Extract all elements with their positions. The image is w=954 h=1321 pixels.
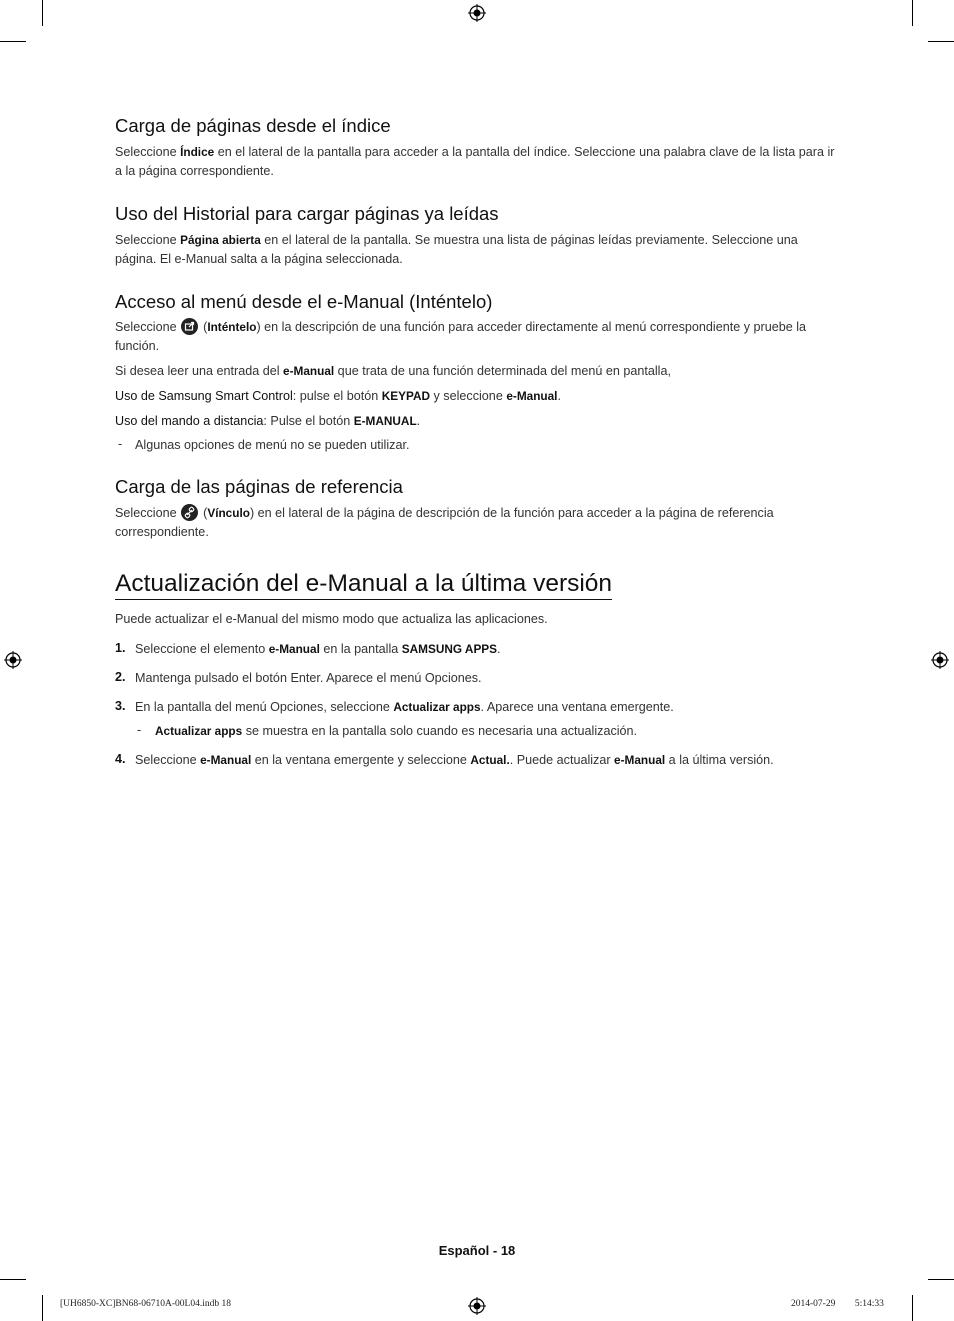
crop-mark [928,41,954,42]
section-line-entry [115,362,835,381]
ui-term: SAMSUNG APPS [401,642,498,656]
ui-term: Índice [180,145,215,159]
ui-term: e-Manual [614,753,666,767]
registration-mark-icon [931,651,949,669]
section-body-index [115,143,835,181]
section-body-history [115,231,835,269]
ui-term: e-Manual [283,364,335,378]
registration-mark-icon [468,1297,486,1315]
body-text: Si desea leer una entrada del [115,364,284,378]
step-number: 3. [115,699,126,713]
section-heading-reference: Carga de las páginas de referencia [115,476,403,497]
body-text: en el lateral de la pantalla. Se muestra una lista de páginas leídas previamente. Seleccione una página. El e-Manual salta a la página seleccionada. [115,233,798,266]
body-text: Seleccione [115,233,181,247]
body-text: : pulse el botón [292,389,382,403]
ui-term: Página abierta [180,233,261,247]
body-text: Seleccione [135,753,201,767]
body-text: ) en la descripción de una función para acceder directamente al menú correspondiente y pruebe la función. [115,320,807,353]
section-line-remote [115,412,835,431]
step-3 [135,698,674,717]
paren: ( [199,320,208,334]
crop-mark [0,1279,26,1280]
section-body-reference [115,504,835,542]
page-number: Español - 18 [438,1243,516,1258]
note-dash: - [137,723,142,737]
body-text: en el lateral de la pantalla para acceder a la pantalla del índice. Seleccione una palabra clave de la lista para ir a la página correspondiente. [115,145,835,178]
label-smart-control: Uso de Samsung Smart Control [115,389,293,403]
body-text: . Puede actualizar [509,753,615,767]
body-text: en la pantalla [319,642,402,656]
crop-mark [928,1279,954,1280]
section-heading-index: Carga de páginas desde el índice [115,115,391,136]
print-slug-left: [UH6850-XC]BN68-06710A-00L04.indb 18 [60,1299,231,1309]
registration-mark-icon [468,4,486,22]
body-text: Seleccione [115,506,177,520]
crop-mark [0,41,26,42]
step-3-note [155,722,637,741]
ui-term: Actualizar apps [393,700,481,714]
body-text: Seleccione [115,145,181,159]
body-text: a la última versión. [665,753,774,767]
crop-mark [912,1295,913,1321]
step-4 [135,751,774,770]
body-text: se muestra en la pantalla solo cuando es necesaria una actualización. [242,724,638,738]
ui-term: Inténtelo [207,320,257,334]
section-heading-try-now: Acceso al menú desde el e-Manual (Inténtelo) [115,291,493,312]
body-text: En la pantalla del menú Opciones, seleccione [135,700,394,714]
crop-mark [42,1295,43,1321]
body-text: . [497,642,501,656]
step-number: 1. [115,641,126,655]
body-text: Mantenga pulsado el botón Enter. Aparece el menú Opciones. [135,671,482,685]
link-icon [181,504,198,521]
note-text: Algunas opciones de menú no se pueden utilizar. [135,438,410,452]
crop-mark [42,0,43,26]
ui-term: e-Manual [506,389,558,403]
step-1 [135,640,501,659]
paren: ( [199,506,208,520]
ui-term: Actual. [470,753,510,767]
body-text: y seleccione [430,389,507,403]
try-now-icon [181,318,198,335]
body-text: . [557,389,561,403]
ui-term: e-Manual [268,642,320,656]
step-2 [135,669,482,688]
step-number: 2. [115,670,126,684]
body-text: que trata de una función determinada del menú en pantalla, [334,364,671,378]
label-remote: Uso del mando a distancia [115,414,264,428]
ui-term: KEYPAD [381,389,431,403]
body-text: . [416,414,421,428]
body-text: ) en el lateral de la página de descripción de la función para acceder a la página de referencia correspondiente. [115,506,774,539]
ui-term: Actualizar apps [155,724,243,738]
print-slug-right: 2014-07-29 ￿￿ 5:14:33 [791,1299,884,1309]
body-text: Seleccione el elemento [135,642,269,656]
body-text: . Aparece una ventana emergente. [480,700,674,714]
page-title: Actualización del e-Manual a la última versión [115,570,612,600]
intro-text: Puede actualizar el e-Manual del mismo modo que actualiza las aplicaciones. [115,612,548,626]
body-text: Seleccione [115,320,177,334]
ui-term: E-MANUAL [353,414,417,428]
ui-term: e-Manual [200,753,252,767]
registration-mark-icon [4,651,22,669]
step-number: 4. [115,752,126,766]
body-text: : Pulse el botón [263,414,354,428]
body-text: en la ventana emergente y seleccione [251,753,471,767]
ui-term: Vínculo [207,506,250,520]
section-heading-history: Uso del Historial para cargar páginas ya leídas [115,203,499,224]
crop-mark [912,0,913,26]
section-line-smart-control [115,387,835,406]
note-dash: - [118,437,123,451]
section-body-try-now [115,318,835,356]
